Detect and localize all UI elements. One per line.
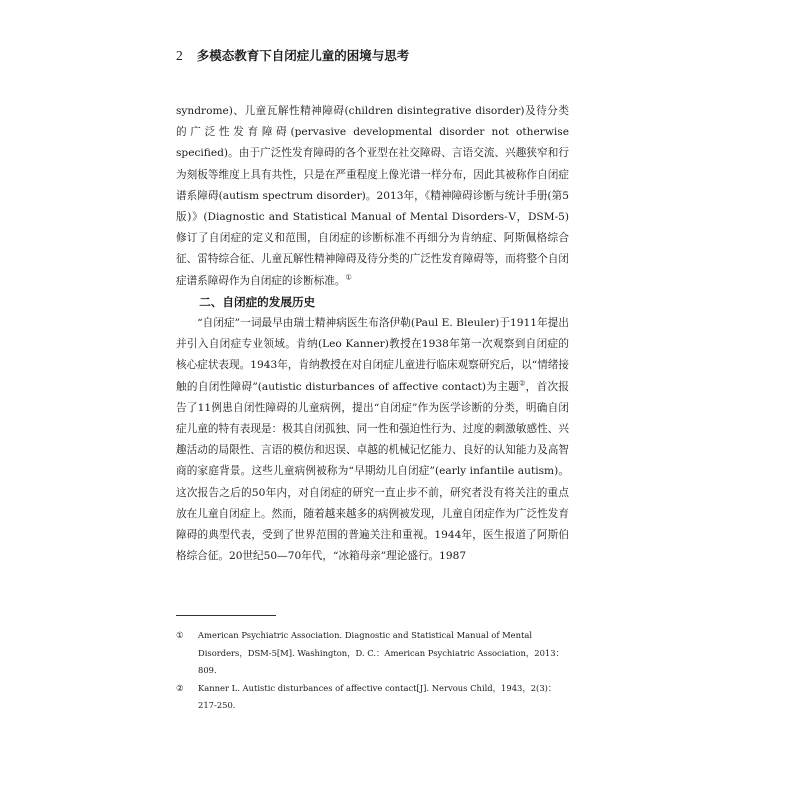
footnote-ref-2[interactable]: ② [519,379,526,388]
section-heading: 二、自闭症的发展历史 [199,294,316,309]
page-number: 2 [176,48,183,63]
footnote-text: American Psychiatric Association. Diagnostic and Statistical Manual of Mental Disorders，DSM-5[M]. Washington，D. C.：American Psychiatric Association，2013：809. [198,630,564,675]
footnote-divider [176,615,276,616]
footnote-text: Kanner L. Autistic disturbances of affective contact[J]. Nervous Child，1943，2(3)：217-250. [198,682,557,710]
footnote-2 [176,680,569,715]
paragraph-text: syndrome)、儿童瓦解性精神障碍(children disintegrative disorder)及待分类的广泛性发育障碍(pervasive developmental disorder not otherwise specified)。由于广泛性发育障碍的各个亚型在社交障碍、言语交流、兴趣狭窄和行为刻板等维度上具有共性，只是在严重程度上像光谱一样分布，因此其被称作自闭症谱系障碍(autism spectrum disorder)。2013年，《精神障碍诊断与统计手册(第5版)》(Diagnostic and Statistical Manual of Mental Disorders-Ⅴ，DSM-5)修订了自闭症的定义和范围，自闭症的诊断标准不再细分为肯纳症、阿斯佩格综合征、雷特综合征、儿童瓦解性精神障碍及待分类的广泛性发育障碍等，而将整个自闭症谱系障碍作为自闭症的诊断标准。 [176,105,569,287]
footnote-ref-1[interactable]: ① [345,273,352,282]
footnote-1 [176,627,569,680]
book-title: 多模态教育下自闭症儿童的困境与思考 [196,48,410,63]
paragraph-continuation [176,101,569,292]
footnote-mark: ① [176,630,184,640]
footnote-mark: ② [176,682,184,693]
paragraph-text-a: “自闭症”一词最早由瑞士精神病医生布洛伊勒(Paul E. Bleuler)于1911年提出并引入自闭症专业领域。肯纳(Leo Kanner)教授在1938年第一次观察到自闭症的核心症状表现。1943年，肯纳教授在对自闭症儿童进行临床观察研究后，以“情绪接触的自闭性障碍”(autistic disturbances of affective contact)为主题 [176,317,569,393]
body-text [176,101,569,567]
paragraph-history [176,313,569,567]
running-header [176,46,409,64]
footnotes [176,627,569,715]
paragraph-text-b: ，首次报告了11例患自闭性障碍的儿童病例，提出“自闭症”作为医学诊断的分类，明确自闭症儿童的特有表现是：极其自闭孤独、同一性和强迫性行为、过度的刺激敏感性、兴趣活动的局限性、言语的模仿和迟误、卓越的机械记忆能力、良好的认知能力及高智商的家庭背景。这些儿童病例被称为“早期幼儿自闭症”(early infantile autism)。这次报告之后的50年内，对自闭症的研究一直止步不前，研究者没有将关注的重点放在儿童自闭症上。然而，随着越来越多的病例被发现，儿童自闭症作为广泛性发育障碍的典型代表，受到了世界范围的普遍关注和重视。1944年，医生报道了阿斯伯格综合征。20世纪50—70年代，“冰箱母亲”理论盛行。1987 [176,380,569,563]
